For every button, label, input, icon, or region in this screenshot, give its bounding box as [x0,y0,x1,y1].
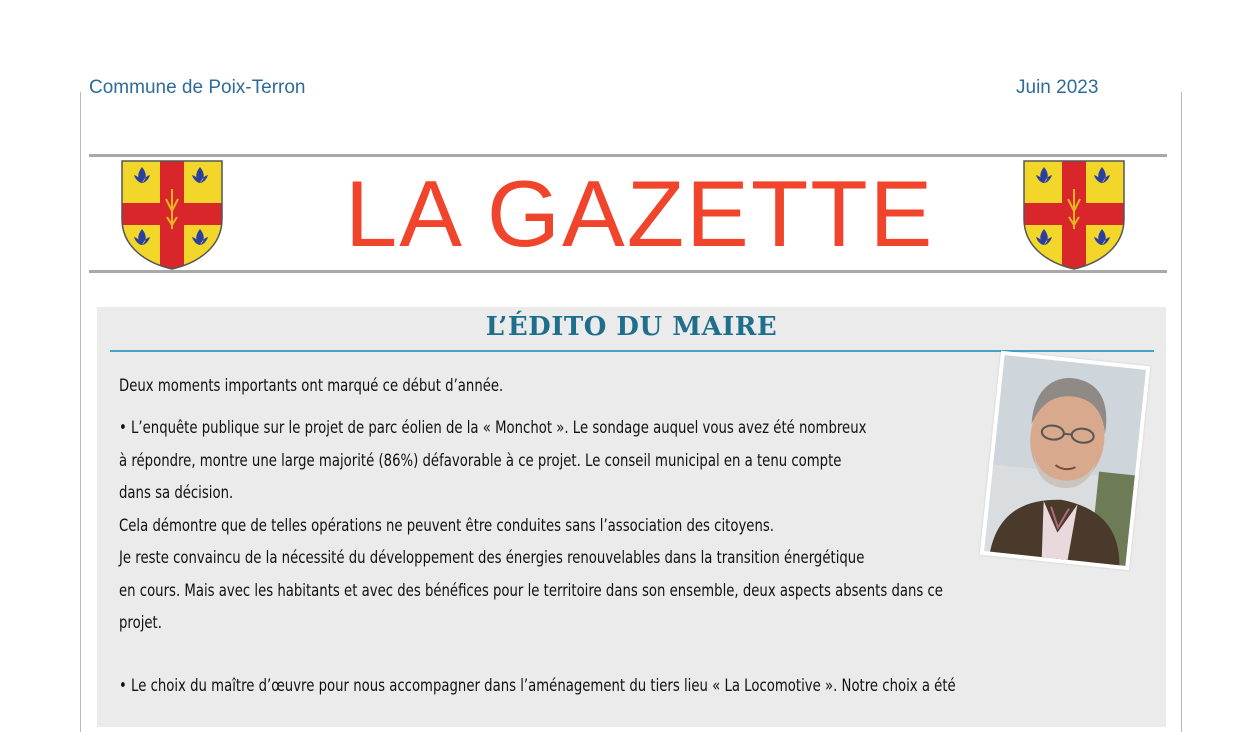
text-line: dans sa décision. [119,483,234,503]
edito-point-1 [119,412,943,640]
text-line: • L’enquête publique sur le projet de parc éolien de la « Monchot ». Le sondage auquel vous avez été nombreux [119,418,867,438]
coat-of-arms-icon [1022,159,1126,271]
text-line: projet. [119,613,162,633]
commune-name: Commune de Poix-Terron [89,77,306,98]
text-line: Cela démontre que de telles opérations ne peuvent être conduites sans l’association des citoyens. [119,515,774,536]
issue-date: Juin 2023 [1016,77,1099,98]
text-line: à répondre, montre une large majorité (86%) défavorable à ce projet. Le conseil municipal en a tenu compte [119,450,842,471]
banner-bottom-rule [89,270,1167,273]
text-line: en cours. Mais avec les habitants et avec des bénéfices pour le territoire dans son ensemble, deux aspects absents dans ce [119,580,943,601]
edito-point-2: • Le choix du maître d’œuvre pour nous accompagner dans l’aménagement du tiers lieu « La Locomotive ». Notre choix a été [119,676,956,696]
edito-underline [110,350,1154,352]
coat-of-arms-icon [120,159,224,271]
text-line: Je reste convaincu de la nécessité du développement des énergies renouvelables dans la transition énergétique [119,548,865,568]
banner-top-rule [89,154,1167,157]
mayor-portrait-icon [980,351,1151,571]
edito-heading: L’ÉDITO DU MAIRE [485,312,778,342]
gazette-title: LA GAZETTE [345,161,935,266]
edito-intro: Deux moments importants ont marqué ce début d’année. [119,376,504,396]
